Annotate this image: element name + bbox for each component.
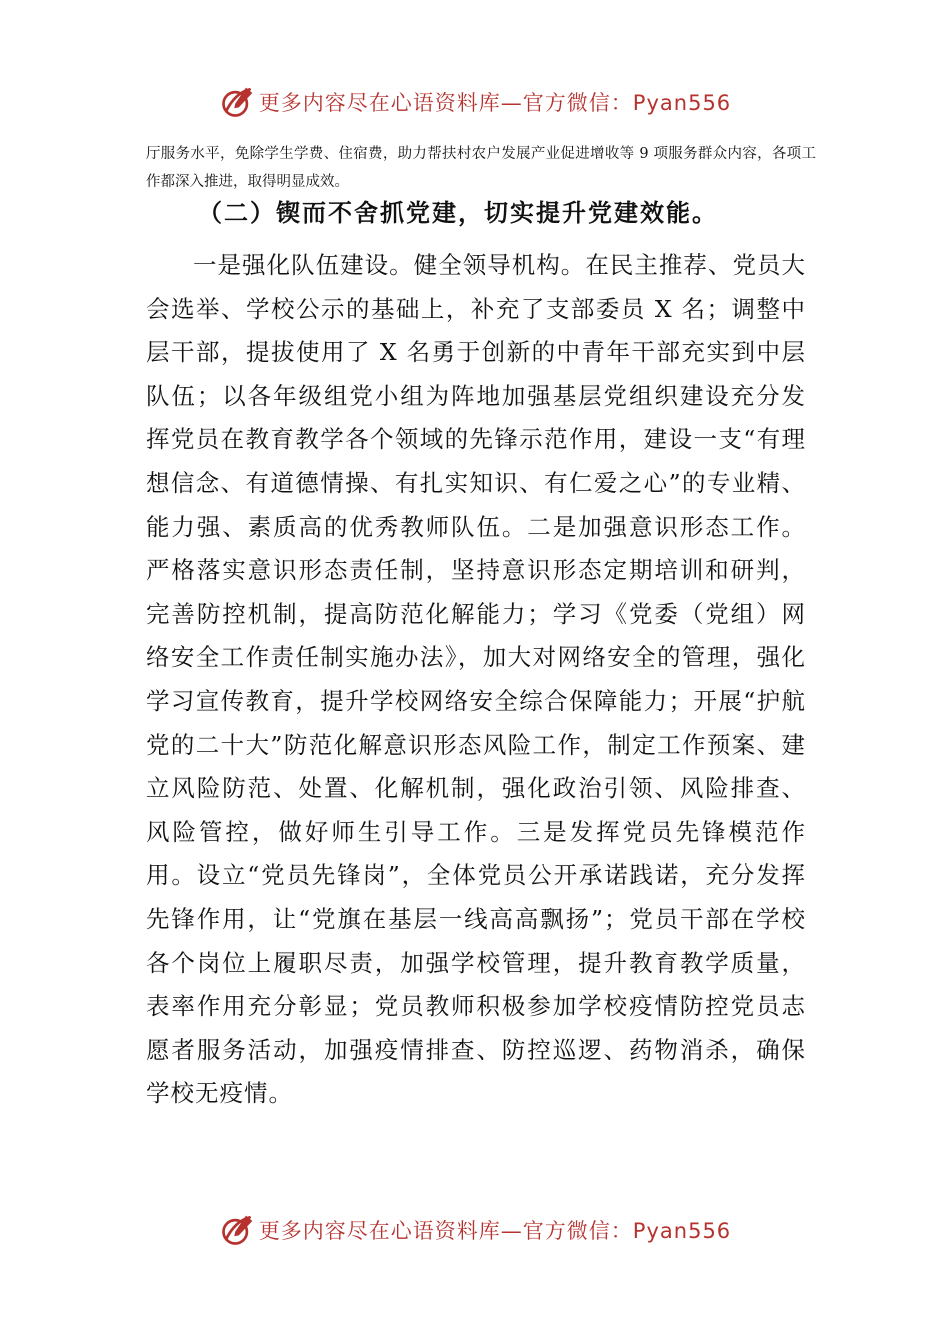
pen-swirl-logo-icon (219, 84, 255, 120)
header-banner (0, 82, 950, 122)
footer-banner-text: 更多内容尽在心语资料库—官方微信：Pyan556 (258, 1219, 732, 1243)
section-heading: （二）锲而不舍抓党建，切实提升党建效能。 (198, 198, 718, 227)
body-paragraph: 一是强化队伍建设。健全领导机构。在民主推荐、党员大会选举、学校公示的基础上，补充了支部委员 X 名；调整中层干部，提拔使用了 X 名勇于创新的中青年干部充实到中层队伍；以各年级组党小组为阵地加强基层党组织建设充分发挥党员在教育教学各个领域的先锋示范作用，建设一支“有理想信念、有道德情操、有扎实知识、有仁爱之心”的专业精、能力强、素质高的优秀教师队伍。二是加强意识形态工作。严格落实意识形态责任制，坚持意识形态定期培训和研判，完善防控机制，提高防范化解能力；学习《党委（党组）网络安全工作责任制实施办法》，加大对网络安全的管理，强化学习宣传教育，提升学校网络安全综合保障能力；开展“护航党的二十大”防范化解意识形态风险工作，制定工作预案、建立风险防范、处置、化解机制，强化政治引领、风险排查、风险管控，做好师生引导工作。三是发挥党员先锋模范作用。设立“党员先锋岗”，全体党员公开承诺践诺，充分发挥先锋作用，让“党旗在基层一线高高飘扬”；党员干部在学校各个岗位上履职尽责，加强学校管理，提升教育教学质量，表率作用充分彰显；党员教师积极参加学校疫情防控党员志愿者服务活动，加强疫情排查、防控巡逻、药物消杀，确保学校无疫情。 (146, 251, 806, 1108)
header-banner-text: 更多内容尽在心语资料库—官方微信：Pyan556 (258, 91, 732, 115)
footer-banner (0, 1210, 950, 1250)
intro-paragraph: 厅服务水平，免除学生学费、住宿费，助力帮扶村农户发展产业促进增收等 9 项服务群众内容，各项工作都深入推进，取得明显成效。 (146, 146, 816, 190)
pen-swirl-logo-icon (219, 1212, 255, 1248)
